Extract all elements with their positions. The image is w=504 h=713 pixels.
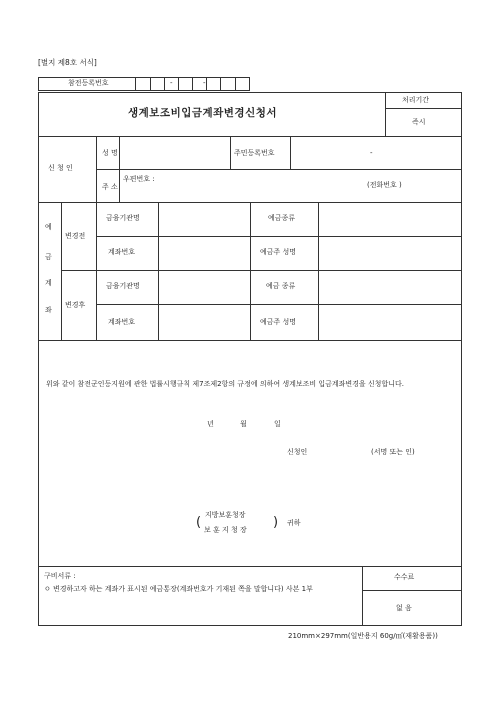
after-holder-label: 예금주 성명	[260, 318, 297, 326]
before-account-type-label: 예금종류	[268, 214, 296, 222]
before-holder-label: 예금주 성명	[260, 248, 297, 256]
applicant-signature-label: 신청인	[287, 448, 308, 456]
date-day-label: 일	[274, 420, 281, 428]
registration-label: 참전등록번호	[68, 79, 109, 87]
form-title: 생계보조비입금계좌변경신청서	[128, 107, 278, 119]
phone-number-label: (전화번호 )	[367, 181, 402, 189]
id-number-label: 주민등록번호	[234, 149, 275, 157]
processing-label: 처리기간	[402, 96, 430, 104]
after-account-type-label: 예금 종류	[266, 282, 296, 290]
fee-value: 없 음	[396, 604, 412, 612]
recipient-paren-open: (	[196, 515, 202, 530]
applicant-section-label: 신 청 인	[48, 164, 73, 172]
after-bank-label: 금융기관명	[106, 282, 140, 290]
recipient-line-2: 보 훈 지 청 장	[204, 526, 247, 534]
after-account-number-label: 계좌번호	[108, 318, 136, 326]
processing-value: 즉시	[412, 118, 426, 126]
statement-text: 위와 같이 참전군인등지원에 관한 법률시행규칙 제7조제2항의 규정에 의하여 생계보조비 입금계좌변경을 신청합니다.	[46, 380, 404, 388]
after-change-label: 변경후	[65, 301, 86, 309]
registration-dash-1: -	[170, 79, 173, 87]
form-number: [별지 제8호 서식]	[38, 58, 97, 67]
fee-label: 수수료	[394, 573, 415, 581]
account-section-char-1: 예	[45, 223, 52, 231]
postal-code-label: 우편번호 :	[123, 175, 155, 183]
documents-item: ㅇ 변경하고자 하는 계좌가 표시된 예금통장(계좌번호가 기재된 쪽을 말합니다) 사본 1부	[44, 585, 313, 593]
documents-label: 구비서류 :	[44, 572, 76, 580]
recipient-suffix: 귀하	[287, 519, 301, 527]
account-section-char-4: 좌	[45, 306, 52, 314]
recipient-paren-close: )	[273, 515, 279, 530]
account-section-char-2: 금	[45, 253, 52, 261]
paper-spec: 210mm×297mm(일반용지 60g/㎡(재활용품))	[288, 632, 438, 640]
date-month-label: 월	[240, 420, 247, 428]
before-bank-label: 금융기관명	[106, 214, 140, 222]
registration-dash-2: -	[203, 79, 206, 87]
signature-or-seal-label: (서명 또는 인)	[371, 448, 415, 456]
name-label: 성 명	[102, 149, 118, 157]
id-number-dash: -	[370, 149, 373, 157]
date-year-label: 년	[207, 420, 214, 428]
before-account-number-label: 계좌번호	[108, 248, 136, 256]
address-label: 주 소	[102, 183, 118, 191]
recipient-line-1: 지방보훈청장	[205, 511, 246, 519]
account-section-char-3: 계	[45, 279, 52, 287]
before-change-label: 변경전	[65, 232, 86, 240]
form-body	[38, 92, 462, 626]
